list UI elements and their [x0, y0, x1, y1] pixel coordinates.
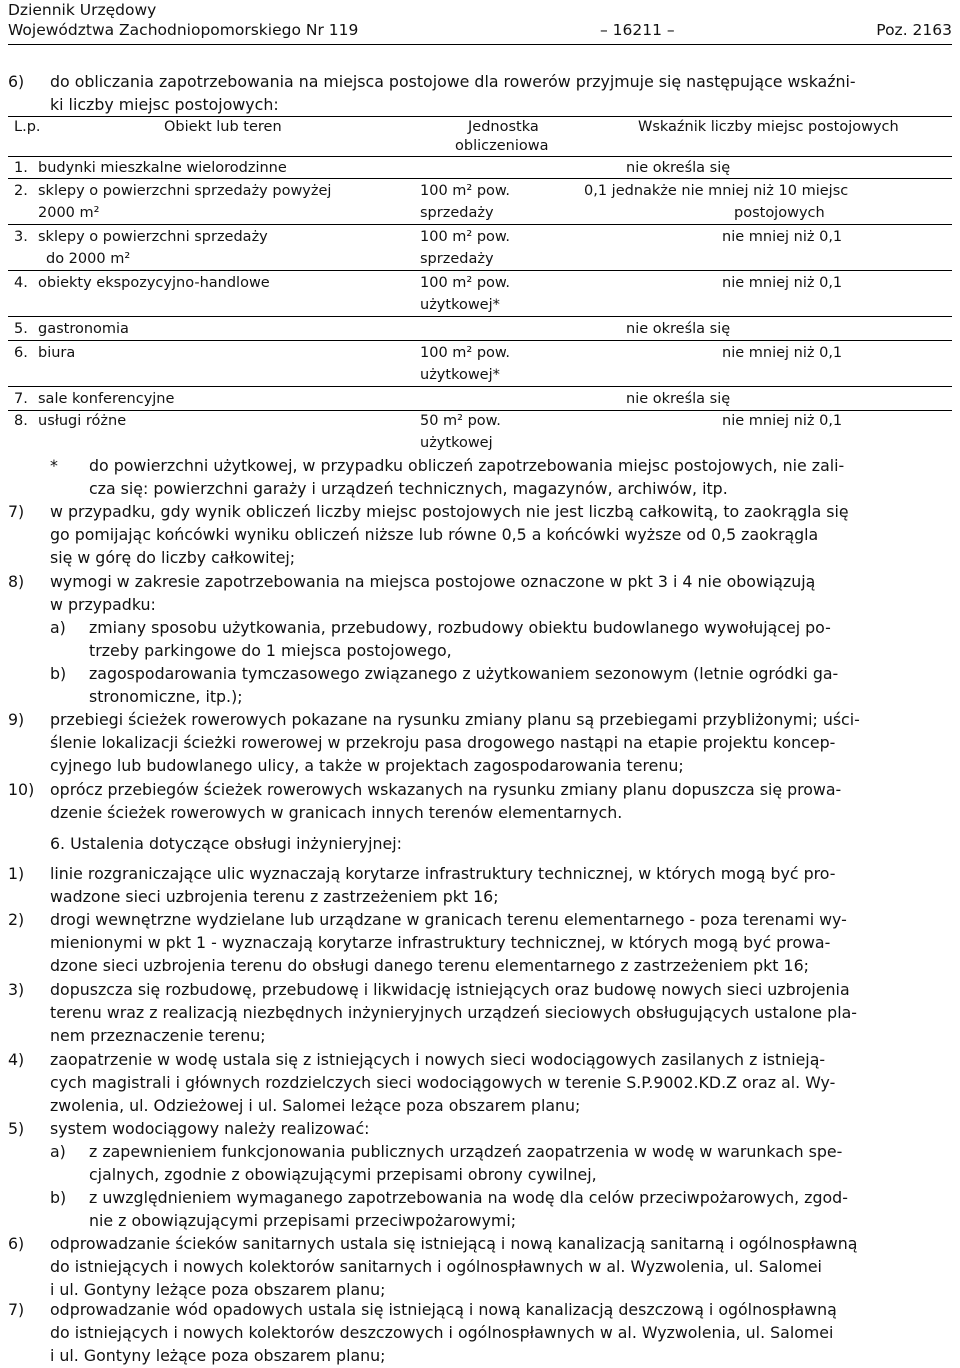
- item-8-number: 8): [8, 572, 25, 591]
- footnote-mark: *: [50, 456, 58, 475]
- item-7-text: w przypadku, gdy wynik obliczeń liczby miejsc postojowych nie jest liczbą całkowitą, to zaokrągla się go pomijając końcówki wyniku obliczeń niższe lub równe 0,5 a końcówki wyższe od 0,5 zaokrągla się w górę do liczby całkowitej;: [50, 502, 849, 568]
- col-header-lp: L.p.: [14, 119, 41, 135]
- page-number: – 16211 –: [599, 21, 675, 39]
- s5a-label: a): [50, 1142, 66, 1161]
- s7-number: 7): [8, 1300, 25, 1319]
- table-top-rule: [8, 116, 952, 117]
- col-header-unit-2: obliczeniowa: [455, 138, 549, 154]
- s4-text: zaopatrzenie w wodę ustala się z istniejących i nowych sieci wodociągowych zasilanych z istnieją- cych magistrali i głównych rozdzielczych sieci wodociągowych w terenie S.P.9002.KD.Z oraz al. Wy- zwolenia, ul. Odzieżowej i ul. Salomei leżące poza obszarem planu;: [50, 1050, 836, 1116]
- col-header-object: Obiekt lub teren: [164, 119, 282, 135]
- s4-number: 4): [8, 1050, 25, 1069]
- col-header-indicator: Wskaźnik liczby miejsc postojowych: [638, 119, 899, 135]
- s1-number: 1): [8, 864, 25, 883]
- s5-number: 5): [8, 1119, 25, 1138]
- item-8b-label: b): [50, 664, 67, 683]
- s3-number: 3): [8, 980, 25, 999]
- s7-text: odprowadzanie wód opadowych ustala się istniejącą i nową kanalizacją deszczową i ogólnospławną do istniejących i nowych kolektorów deszczowych i ogólnospławnych w al. Wyzwolenia, ul. Salomei i ul. Gontyny leżące poza obszarem planu;: [50, 1300, 837, 1366]
- page-header: [8, 0, 952, 40]
- item-6-number: 6): [8, 72, 25, 91]
- s2-number: 2): [8, 910, 25, 929]
- item-7-number: 7): [8, 502, 25, 521]
- s3-text: dopuszcza się rozbudowę, przebudowę i likwidację istniejących oraz budowę nowych sieci uzbrojenia terenu wraz z realizacją niezbędnych inżynieryjnych urządzeń sieciowych obsługujących ustalone pla- nem przeznaczenie terenu;: [50, 980, 857, 1046]
- item-10-text: oprócz przebiegów ścieżek rowerowych wskazanych na rysunku zmiany planu dopuszcza się prowa- dzenie ścieżek rowerowych w granicach innych terenów elementarnych.: [50, 780, 842, 823]
- item-8b-text: zagospodarowania tymczasowego związanego z użytkowaniem sezonowym (letnie ogródki ga- stronomiczne, itp.);: [89, 664, 839, 707]
- footnote-text: do powierzchni użytkowej, w przypadku obliczeń zapotrzebowania miejsc postojowych, nie zali- cza się: powierzchni garaży i urządzeń technicznych, magazynów, archiwów, itp.: [89, 456, 845, 499]
- item-8-text: wymogi w zakresie zapotrzebowania na miejsca postojowe oznaczone w pkt 3 i 4 nie obowiązują w przypadku:: [50, 572, 816, 615]
- s5b-text: z uwzględnieniem wymaganego zapotrzebowania na wodę dla celów przeciwpożarowych, zgod- nie z obowiązującymi przepisami przeciwpożarowymi;: [89, 1188, 848, 1231]
- section-heading: 6. Ustalenia dotyczące obsługi inżynieryjnej:: [50, 834, 402, 853]
- item-10-number: 10): [8, 780, 35, 799]
- item-9-text: przebiegi ścieżek rowerowych pokazane na rysunku zmiany planu są przebiegami przybliżonymi; uści- ślenie lokalizacji ścieżki rowerowej w przekroju pasa drogowego nastąpi na etapie projektu koncep- cyjnego lub budowlanego ulicy, a także w projektach zagospodarowania terenu;: [50, 710, 860, 776]
- table-body: 1. budynki mieszkalne wielorodzinne nie określa się 2. sklepy o powierzchni sprzedaży powyżej 2000 m² 100 m² pow. sprzedaży 0,1 jednakże nie mniej niż 10 miejsc postojowych 3. sklepy o powierzchni sprzedaży do 2000 m² 100 m² pow. sprzedaży nie mniej niż 0,1 4. obiekty ekspozycyjno-handlowe 100 m² pow. użytkowej* nie mniej niż 0,1 5. gastronomia nie określa się 6. biura 100 m² pow. użytkowej* nie mniej niż 0,1 7. sale konferencyjne nie określa się: [14, 160, 849, 407]
- s6-text: odprowadzanie ścieków sanitarnych ustala się istniejącą i nową kanalizacją sanitarną i ogólnospławną do istniejących i nowych kolektorów sanitarnych i ogólnospławnych w al. Wyzwolenia, ul. Salomei i ul. Gontyny leżące poza obszarem planu;: [50, 1234, 858, 1300]
- position-number: Poz. 2163: [876, 21, 952, 39]
- item-6-text: do obliczania zapotrzebowania na miejsca postojowe dla rowerów przyjmuje się następujące wskaźni-: [50, 72, 856, 91]
- s6-number: 6): [8, 1234, 25, 1253]
- header-rule: [8, 44, 952, 45]
- s5b-label: b): [50, 1188, 67, 1207]
- s2-text: drogi wewnętrzne wydzielane lub urządzane w granicach terenu elementarnego - poza terenami wy- mienionymi w pkt 1 - wyznaczają korytarze infrastruktury technicznej, w których mogą być prowa- dzone sieci uzbrojenia terenu do obsługi danego terenu elementarnego z zastrzeżeniem pkt 16;: [50, 910, 847, 976]
- journal-title: Dziennik Urzędowy: [8, 1, 157, 19]
- item-8a-label: a): [50, 618, 66, 637]
- item-8a-text: zmiany sposobu użytkowania, przebudowy, rozbudowy obiektu budowlanego wywołującej po- trzeby parkingowe do 1 miejsca postojowego,: [89, 618, 831, 661]
- col-header-unit: Jednostka: [468, 119, 539, 135]
- journal-subtitle: Województwa Zachodniopomorskiego Nr 119: [8, 21, 359, 39]
- s5a-text: z zapewnieniem funkcjonowania publicznych urządzeń zaopatrzenia w wodę w warunkach spe- cjalnych, zgodnie z obowiązującymi przepisami obrony cywilnej,: [89, 1142, 843, 1185]
- s5-text: system wodociągowy należy realizować:: [50, 1119, 370, 1138]
- item-9-number: 9): [8, 710, 25, 729]
- s1-text: linie rozgraniczające ulic wyznaczają korytarze infrastruktury technicznej, w których mogą być pro- wadzone sieci uzbrojenia terenu z zastrzeżeniem pkt 16;: [50, 864, 836, 907]
